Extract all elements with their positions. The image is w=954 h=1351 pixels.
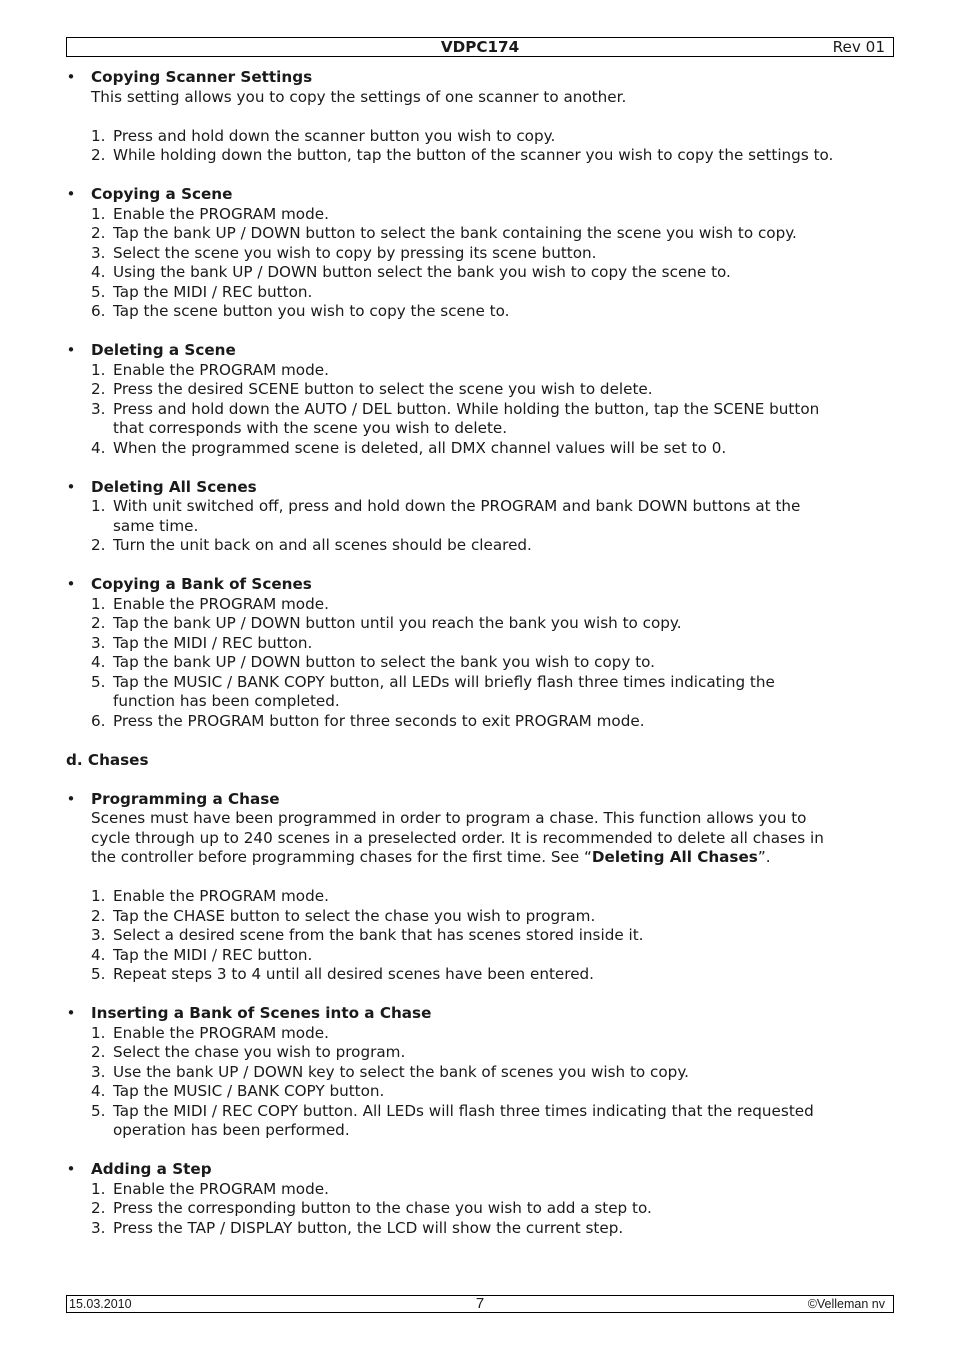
- step-text: Enable the PROGRAM mode.: [113, 360, 329, 379]
- step-item: [66, 224, 886, 244]
- spacer: [66, 985, 886, 1005]
- step-number: 2.: [91, 614, 106, 632]
- bullet-icon: •: [66, 1160, 76, 1178]
- step-number: 1.: [91, 126, 106, 145]
- step-number: 1.: [91, 360, 106, 379]
- step-text: Turn the unit back on and all scenes should be cleared.: [113, 536, 532, 554]
- step-number: 5.: [91, 672, 106, 691]
- step-text: Repeat steps 3 to 4 until all desired scenes have been entered.: [113, 965, 595, 983]
- spacer: [66, 1238, 886, 1258]
- step-text: Enable the PROGRAM mode.: [113, 594, 329, 613]
- step-text: Tap the bank UP / DOWN button to select the bank you wish to copy to.: [113, 653, 656, 671]
- step-number: 4.: [91, 263, 106, 281]
- step-number: 2.: [91, 146, 106, 164]
- step-number: 1.: [91, 594, 106, 613]
- step-item: [66, 887, 886, 907]
- bullet-icon: •: [66, 1004, 76, 1022]
- spacer: [66, 322, 886, 342]
- step-text: Enable the PROGRAM mode.: [113, 1179, 329, 1198]
- footer-date: 15.03.2010: [69, 1297, 132, 1311]
- page-number: 7: [475, 1295, 485, 1312]
- step-text: Enable the PROGRAM mode.: [113, 887, 329, 905]
- bullet-icon: •: [66, 575, 76, 593]
- section-heading: [66, 790, 886, 810]
- intro-text: cycle through up to 240 scenes in a preselected order. It is recommended to delete all chases in: [91, 828, 824, 847]
- step-text: While holding down the button, tap the button of the scanner you wish to copy the settings to.: [113, 146, 834, 164]
- step-item: [66, 595, 886, 615]
- step-text: Tap the scene button you wish to copy the scene to.: [113, 302, 510, 320]
- section-heading: [66, 575, 886, 595]
- step-item: [66, 244, 886, 264]
- model-name: VDPC174: [440, 38, 520, 56]
- step-item: [66, 283, 886, 303]
- step-number: 2.: [91, 224, 106, 242]
- spacer: [66, 458, 886, 478]
- bullet-icon: •: [66, 477, 76, 496]
- spacer: [66, 556, 886, 576]
- footer-copyright: ©Velleman nv: [807, 1297, 885, 1311]
- section-title: Inserting a Bank of Scenes into a Chase: [91, 1004, 432, 1022]
- section-title: Deleting a Scene: [91, 341, 236, 359]
- step-text: Select a desired scene from the bank that has scenes stored inside it.: [113, 926, 644, 944]
- step-item: [66, 263, 886, 283]
- bullet-icon: •: [66, 341, 76, 359]
- section-heading: [66, 1004, 886, 1024]
- step-text: Use the bank UP / DOWN key to select the bank of scenes you wish to copy.: [113, 1062, 689, 1081]
- step-text: Tap the bank UP / DOWN button until you reach the bank you wish to copy.: [113, 614, 682, 632]
- step-item: [66, 497, 886, 517]
- step-number: 4.: [91, 1082, 106, 1100]
- step-number: 6.: [91, 711, 106, 730]
- step-number: 3.: [91, 1218, 106, 1237]
- cross-reference: Deleting All Chases: [591, 848, 758, 866]
- section-title: Deleting All Scenes: [91, 477, 257, 496]
- step-text: Press the PROGRAM button for three seconds to exit PROGRAM mode.: [113, 711, 645, 730]
- step-text: Press and hold down the scanner button you wish to copy.: [113, 126, 556, 145]
- step-text: Tap the MUSIC / BANK COPY button.: [113, 1082, 385, 1100]
- step-number: 1.: [91, 1023, 106, 1042]
- step-item: [66, 1024, 886, 1044]
- revision: Rev 01: [832, 38, 885, 56]
- step-text: Tap the bank UP / DOWN button to select the bank containing the scene you wish to copy.: [113, 224, 797, 242]
- page-footer: [66, 1295, 894, 1313]
- step-text: Press and hold down the AUTO / DEL button. While holding the button, tap the SCENE button: [113, 399, 820, 418]
- intro-text: This setting allows you to copy the settings of one scanner to another.: [91, 87, 627, 106]
- step-text: Tap the MUSIC / BANK COPY button, all LEDs will briefly flash three times indicating the: [113, 672, 775, 691]
- chapter-heading: d. Chases: [66, 750, 149, 769]
- step-continuation: that corresponds with the scene you wish to delete.: [113, 419, 508, 437]
- spacer: [66, 731, 886, 751]
- step-item: [66, 926, 886, 946]
- step-number: 3.: [91, 243, 106, 262]
- step-item: [66, 1219, 886, 1239]
- section-title: Copying Scanner Settings: [91, 68, 313, 86]
- step-item: [66, 1180, 886, 1200]
- step-item: [66, 712, 886, 732]
- step-item: [66, 439, 886, 459]
- step-text: Select the chase you wish to program.: [113, 1043, 406, 1061]
- step-number: 5.: [91, 282, 106, 301]
- step-item: [66, 536, 886, 556]
- step-item: [66, 965, 886, 985]
- step-text: Tap the CHASE button to select the chase you wish to program.: [113, 906, 596, 925]
- step-item: [66, 946, 886, 966]
- step-number: 2.: [91, 906, 106, 925]
- spacer: [66, 770, 886, 790]
- step-number: 5.: [91, 1101, 106, 1120]
- step-item: [66, 127, 886, 147]
- step-item: [66, 673, 886, 693]
- intro-text-part: the controller before programming chases for the first time. See “: [91, 848, 592, 866]
- step-text: Tap the MIDI / REC button.: [113, 945, 313, 964]
- step-number: 1.: [91, 497, 106, 515]
- section-heading: [66, 341, 886, 361]
- step-number: 2.: [91, 380, 106, 398]
- step-text: Press the corresponding button to the chase you wish to add a step to.: [113, 1199, 652, 1217]
- step-item: [66, 614, 886, 634]
- section-title: Adding a Step: [91, 1160, 212, 1178]
- section-heading: [66, 478, 886, 498]
- step-text: Press the desired SCENE button to select the scene you wish to delete.: [113, 380, 653, 398]
- spacer: [66, 107, 886, 127]
- section-title: Copying a Scene: [91, 185, 233, 203]
- section-title: Copying a Bank of Scenes: [91, 575, 312, 593]
- step-number: 3.: [91, 926, 106, 944]
- step-item: [66, 302, 886, 322]
- step-number: 3.: [91, 399, 106, 418]
- bullet-icon: •: [66, 68, 76, 86]
- step-text: Tap the MIDI / REC button.: [113, 633, 313, 652]
- step-continuation: operation has been performed.: [113, 1121, 350, 1139]
- step-number: 2.: [91, 1043, 106, 1061]
- step-text: Enable the PROGRAM mode.: [113, 204, 329, 223]
- step-number: 6.: [91, 302, 106, 320]
- step-item: [66, 1063, 886, 1083]
- step-number: 4.: [91, 945, 106, 964]
- step-item: [66, 1043, 886, 1063]
- step-item: [66, 1199, 886, 1219]
- step-number: 1.: [91, 204, 106, 223]
- step-item: [66, 361, 886, 381]
- page-header: [66, 37, 894, 57]
- step-number: 1.: [91, 887, 106, 905]
- step-item: [66, 634, 886, 654]
- step-item: [66, 1082, 886, 1102]
- step-item: [66, 205, 886, 225]
- spacer: [66, 1141, 886, 1161]
- intro-text: Scenes must have been programmed in order to program a chase. This function allows you to: [91, 809, 807, 827]
- step-item: [66, 653, 886, 673]
- step-number: 4.: [91, 438, 106, 457]
- step-number: 1.: [91, 1179, 106, 1198]
- section-heading: [66, 68, 886, 88]
- step-item: [66, 146, 886, 166]
- bullet-icon: •: [66, 789, 76, 808]
- step-continuation: same time.: [113, 516, 199, 535]
- step-number: 3.: [91, 1062, 106, 1081]
- intro-text: [66, 848, 886, 868]
- section-heading: [66, 185, 886, 205]
- step-text: Using the bank UP / DOWN button select the bank you wish to copy the scene to.: [113, 263, 731, 281]
- step-continuation: function has been completed.: [113, 692, 340, 710]
- step-number: 2.: [91, 536, 106, 554]
- section-title: Programming a Chase: [91, 789, 280, 808]
- step-item: [66, 400, 886, 420]
- step-text: Press the TAP / DISPLAY button, the LCD will show the current step.: [113, 1218, 624, 1237]
- step-text: Tap the MIDI / REC button.: [113, 282, 313, 301]
- step-item: [66, 1102, 886, 1122]
- section-heading: [66, 1160, 886, 1180]
- spacer: [66, 166, 886, 186]
- step-number: 5.: [91, 965, 106, 983]
- step-number: 2.: [91, 1199, 106, 1217]
- step-item: [66, 907, 886, 927]
- bullet-icon: •: [66, 185, 76, 203]
- step-text: Enable the PROGRAM mode.: [113, 1023, 329, 1042]
- spacer: [66, 868, 886, 888]
- step-text: When the programmed scene is deleted, all DMX channel values will be set to 0.: [113, 438, 727, 457]
- step-text: With unit switched off, press and hold down the PROGRAM and bank DOWN buttons at the: [113, 497, 801, 515]
- intro-text-part: ”.: [757, 848, 771, 866]
- document-body: [66, 68, 886, 1258]
- step-text: Select the scene you wish to copy by pressing its scene button.: [113, 243, 597, 262]
- step-number: 4.: [91, 653, 106, 671]
- step-number: 3.: [91, 633, 106, 652]
- step-text: Tap the MIDI / REC COPY button. All LEDs will flash three times indicating that the requested: [113, 1101, 814, 1120]
- step-item: [66, 380, 886, 400]
